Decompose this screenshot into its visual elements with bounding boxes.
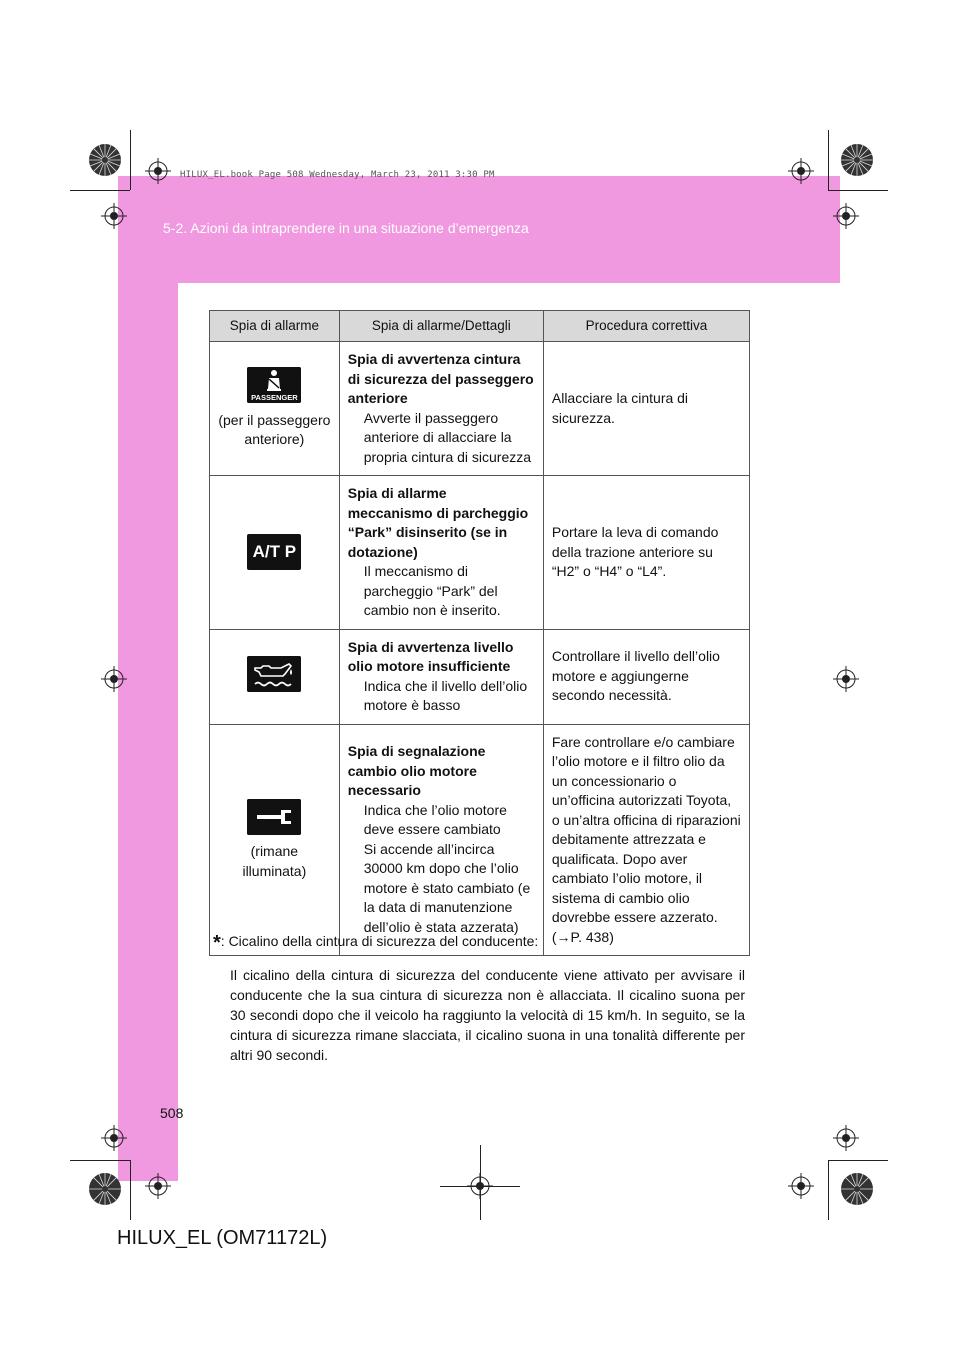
table-header-row [210, 311, 750, 342]
crosshair-mark-icon [101, 1125, 127, 1151]
warning-light-cell [210, 342, 340, 476]
trim-line [480, 1145, 481, 1220]
crosshair-mark-icon [833, 1125, 859, 1151]
trim-line [70, 190, 130, 191]
crosshair-mark-icon [833, 666, 859, 692]
at-p-icon [247, 534, 301, 570]
warning-detail: Avverte il passeggero anteriore di allacciare la propria cintura di sicurezza [363, 409, 532, 465]
table-row [210, 629, 750, 724]
warning-detail: Indica che l’olio motore deve essere cambiato [363, 801, 507, 838]
warning-detail: Indica che il livello dell’olio motore è basso [363, 677, 528, 713]
warning-light-note: (per il passeggero anteriore) [218, 411, 331, 448]
table-row [210, 476, 750, 630]
action-cell: Portare la leva di comando della trazione anteriore su “H2” o “H4” o “L4”. [543, 476, 749, 630]
book-info-line: HILUX_EL.book Page 508 Wednesday, March 23, 2011 3:30 PM [180, 170, 495, 180]
wrench-icon [247, 799, 301, 835]
footnote-marker: * [213, 932, 221, 954]
column-header: Procedura correttiva [543, 311, 749, 342]
table-row [210, 724, 750, 956]
trim-line [828, 1160, 888, 1161]
crosshair-mark-icon [101, 203, 127, 229]
crosshair-mark-icon [833, 203, 859, 229]
warning-light-cell [210, 724, 340, 956]
at-p-label: A/T P [252, 542, 297, 562]
seatbelt-passenger-icon [247, 367, 301, 403]
crosshair-mark-icon [788, 158, 814, 184]
warning-title: Spia di allarme meccanismo di parcheggio “Park” disinserito (se in dotazione) [347, 485, 529, 560]
passenger-label: PASSENGER [251, 393, 298, 403]
trim-line [130, 1160, 131, 1220]
warning-title: Spia di avvertenza cintura di sicurezza del passeggero anteriore [347, 351, 534, 406]
trim-line [828, 190, 888, 191]
registration-dial-icon [840, 143, 874, 177]
detail-cell [339, 342, 543, 476]
crosshair-mark-icon [788, 1173, 814, 1199]
detail-cell [339, 476, 543, 630]
action-cell: Controllare il livello dell’olio motore e aggiungerne secondo necessità. [543, 629, 749, 724]
action-cell: Fare controllare e/o cambiare l’olio motore e il filtro olio da un concessionario o un’officina autorizzati Toyota, o un’altra officina di riparazioni debitamente attrezzata e qualificata. Dopo aver cambiato l’olio motore, il sistema di cambio olio dovrebbe essere azzerato. (→P. 438) [543, 724, 749, 956]
registration-dial-icon [840, 1172, 874, 1206]
trim-line [828, 1160, 829, 1220]
warning-light-cell [210, 629, 340, 724]
crosshair-mark-icon [145, 1173, 171, 1199]
footnote [213, 931, 745, 1065]
section-title: 5-2. Azioni da intraprendere in una situazione d’emergenza [163, 220, 529, 236]
page-number: 508 [160, 1105, 184, 1121]
crosshair-mark-icon [101, 666, 127, 692]
trim-line [70, 1160, 130, 1161]
warning-light-cell [210, 476, 340, 630]
crosshair-mark-icon [145, 158, 171, 184]
warning-detail-extra: Si accende all’incirca 30000 km dopo che l’olio motore è stato cambiato (e la data di manutenzione dell’olio è stata azzerata) [363, 840, 531, 935]
warning-light-note: (rimane illuminata) [242, 843, 307, 879]
warning-title: Spia di avvertenza livello olio motore insufficiente [347, 638, 514, 674]
detail-cell [339, 724, 543, 956]
left-color-strip [118, 176, 178, 1181]
detail-cell [339, 629, 543, 724]
trim-line [440, 1186, 520, 1187]
footer-code: HILUX_EL (OM71172L) [117, 1227, 328, 1249]
column-header: Spia di allarme [210, 311, 340, 342]
trim-line [130, 130, 131, 190]
oil-level-icon [247, 656, 301, 692]
warning-detail: Il meccanismo di parcheggio “Park” del cambio non è inserito. [363, 563, 501, 618]
action-cell: Allacciare la cintura di sicurezza. [543, 342, 749, 476]
footnote-body: Il cicalino della cintura di sicurezza del conducente viene attivato per avvisare il conducente che la sua cintura di sicurezza non è allacciata. Il cicalino suona per 30 secondi dopo che il veicolo ha raggiunto la velocità di 15 km/h. In seguito, se la cintura di sicurezza rimane slacciata, il cicalino suona in una tonalità differente per altri 90 secondi. [230, 967, 745, 1063]
warning-title: Spia di segnalazione cambio olio motore necessario [347, 743, 486, 799]
footnote-lead: : Cicalino della cintura di sicurezza del conducente: [220, 933, 539, 949]
column-header: Spia di allarme/Dettagli [339, 311, 543, 342]
trim-line [828, 130, 829, 190]
warning-lights-table [209, 310, 750, 956]
registration-dial-icon [88, 143, 122, 177]
table-row [210, 342, 750, 476]
registration-dial-icon [88, 1172, 122, 1206]
